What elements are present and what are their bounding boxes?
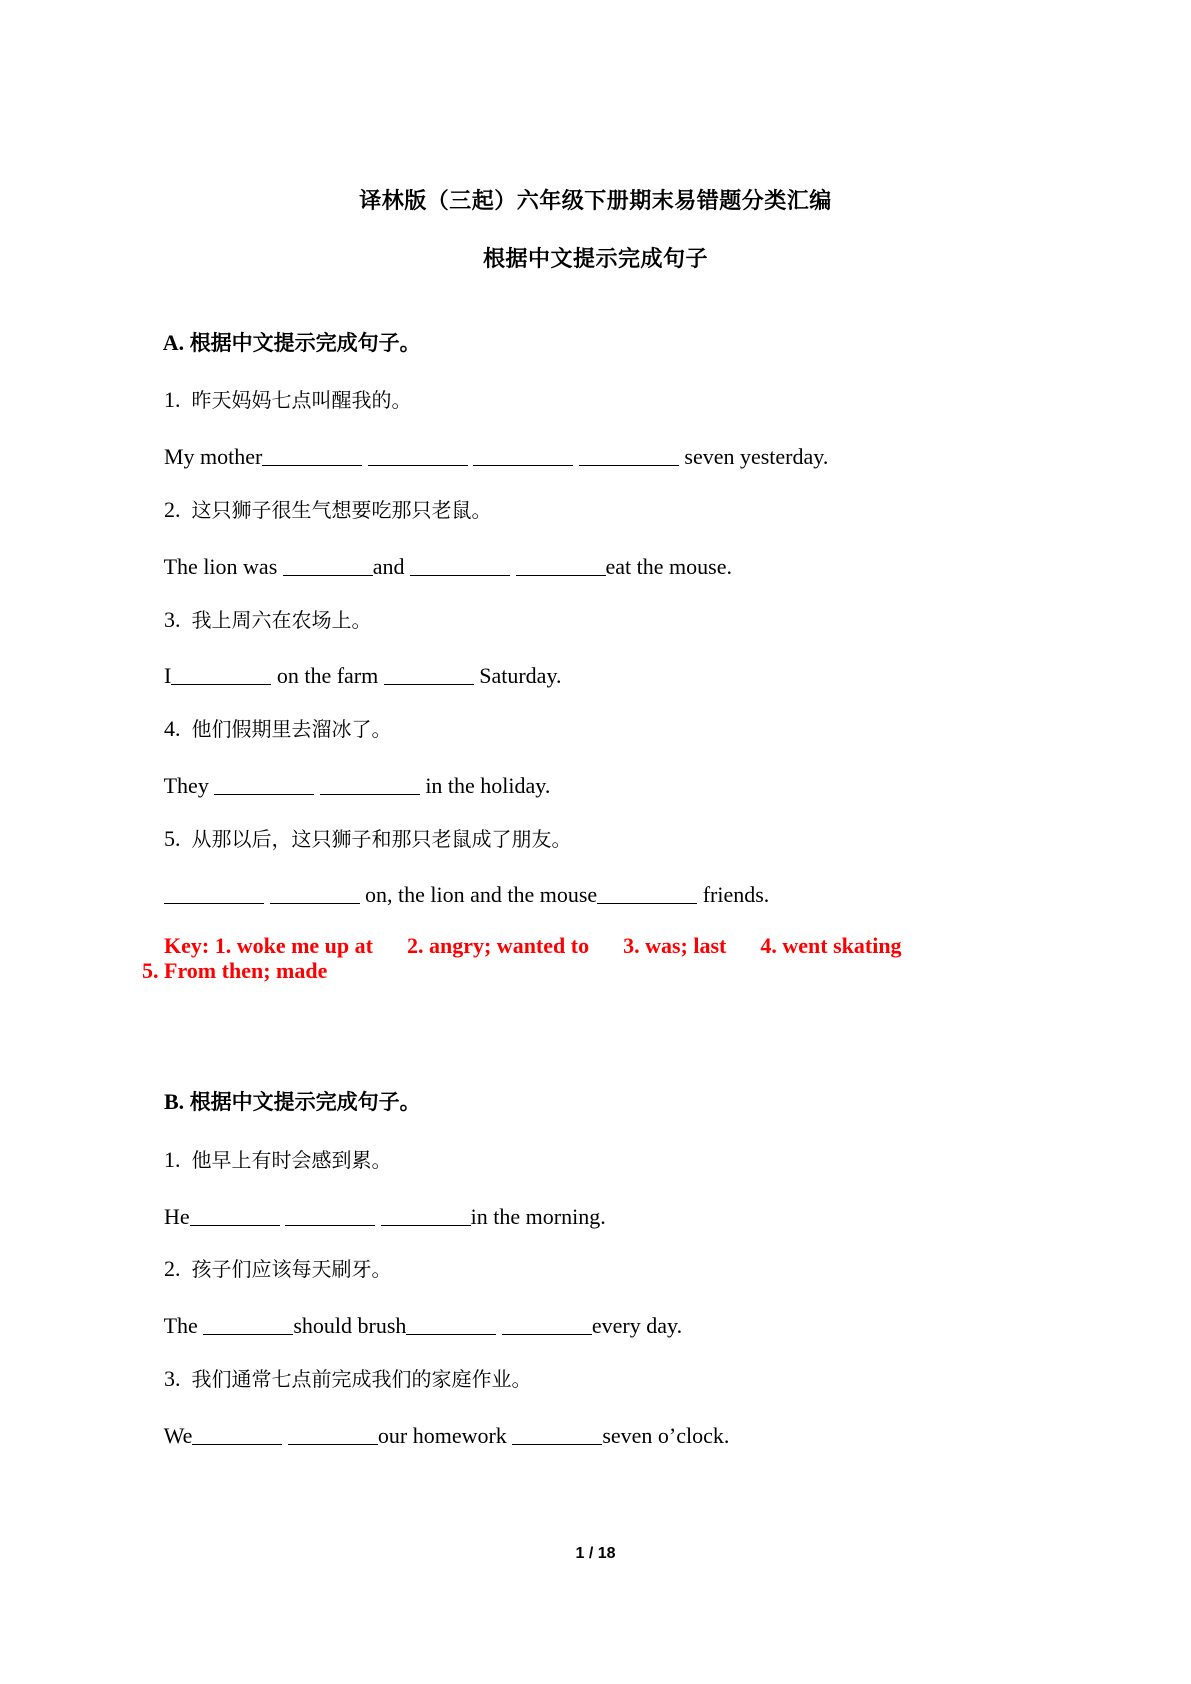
sentence-text: seven o’clock. <box>602 1423 730 1448</box>
answer-blank[interactable] <box>171 664 271 685</box>
sentence-text: The <box>163 1313 204 1338</box>
question-chinese: 从那以后，这只狮子和那只老鼠成了朋友。 <box>191 827 572 851</box>
section-b-label: B. <box>164 1089 185 1114</box>
answer-blank[interactable] <box>262 445 362 466</box>
answer-key-item: 3. was; last <box>623 933 727 958</box>
question-chinese: 昨天妈妈七点叫醒我的。 <box>191 388 412 412</box>
sentence-text: in the morning. <box>470 1204 606 1229</box>
answer-key-a-line-2: 5. From then; made <box>142 958 328 983</box>
answer-blank[interactable] <box>516 555 606 576</box>
sentence-text: friends. <box>697 882 770 907</box>
answer-blank[interactable] <box>381 1205 471 1226</box>
answer-blank[interactable] <box>597 883 697 904</box>
sentence-text: They <box>163 773 215 798</box>
sentence-text: eat the mouse. <box>605 554 732 579</box>
question-chinese: 他们假期里去溜冰了。 <box>191 717 392 741</box>
answer-blank[interactable] <box>473 445 573 466</box>
sentence-text: We <box>163 1423 193 1448</box>
answer-blank[interactable] <box>512 1424 602 1445</box>
section-b-title: 根据中文提示完成句子。 <box>189 1090 421 1114</box>
answer-blank[interactable] <box>285 1205 375 1226</box>
question-chinese: 我们通常七点前完成我们的家庭作业。 <box>191 1367 532 1391</box>
document-title: 译林版（三起）六年级下册期末易错题分类汇编 <box>359 189 832 214</box>
answer-blank[interactable] <box>368 445 468 466</box>
sentence-text: in the holiday. <box>419 773 551 798</box>
answer-blank[interactable] <box>283 555 373 576</box>
sentence-text: My mother <box>164 444 263 469</box>
answer-blank[interactable] <box>164 883 264 904</box>
question-number: 2. <box>164 497 181 522</box>
sentence-text: The lion was <box>163 554 283 579</box>
question-number: 1. <box>164 1147 181 1172</box>
section-a-label: A. <box>162 330 185 355</box>
answer-key-item: 4. went skating <box>760 933 902 958</box>
answer-blank[interactable] <box>190 1205 280 1226</box>
sentence-text: on, the lion and the mouse <box>359 882 598 907</box>
answer-blank[interactable] <box>214 774 314 795</box>
answer-key-item: 2. angry; wanted to <box>406 933 590 958</box>
sentence-text: Saturday. <box>473 663 562 688</box>
answer-blank[interactable] <box>384 664 474 685</box>
question-number: 1. <box>164 387 181 412</box>
answer-key-item: Key: 1. woke me up at <box>164 933 373 958</box>
answer-blank[interactable] <box>502 1314 592 1335</box>
sentence-text: every day. <box>591 1313 683 1338</box>
question-chinese: 他早上有时会感到累。 <box>191 1148 392 1172</box>
section-a-title: 根据中文提示完成句子。 <box>189 331 421 355</box>
sentence-text: I <box>164 663 172 688</box>
answer-blank[interactable] <box>579 445 679 466</box>
question-chinese: 这只狮子很生气想要吃那只老鼠。 <box>191 498 492 522</box>
sentence-text: He <box>164 1204 190 1229</box>
page-indicator: 1 / 18 <box>575 1545 616 1562</box>
document-subtitle: 根据中文提示完成句子 <box>482 247 708 272</box>
answer-blank[interactable] <box>320 774 420 795</box>
question-number: 3. <box>164 1366 181 1391</box>
answer-blank[interactable] <box>270 883 360 904</box>
question-number: 2. <box>164 1256 181 1281</box>
question-chinese: 孩子们应该每天刷牙。 <box>191 1257 392 1281</box>
question-b3-sentence <box>142 1394 729 1478</box>
answer-blank[interactable] <box>406 1314 496 1335</box>
answer-blank[interactable] <box>288 1424 378 1445</box>
sentence-text: seven yesterday. <box>678 444 829 469</box>
sentence-text: our homework <box>377 1423 513 1448</box>
answer-blank[interactable] <box>410 555 510 576</box>
question-number: 4. <box>164 716 181 741</box>
question-number: 3. <box>164 607 181 632</box>
answer-blank[interactable] <box>203 1314 293 1335</box>
question-number: 5. <box>164 826 181 851</box>
sentence-text: should brush <box>293 1313 407 1338</box>
answer-blank[interactable] <box>192 1424 282 1445</box>
sentence-text: and <box>372 554 411 579</box>
sentence-text: on the farm <box>271 663 384 688</box>
question-chinese: 我上周六在农场上。 <box>191 608 372 632</box>
